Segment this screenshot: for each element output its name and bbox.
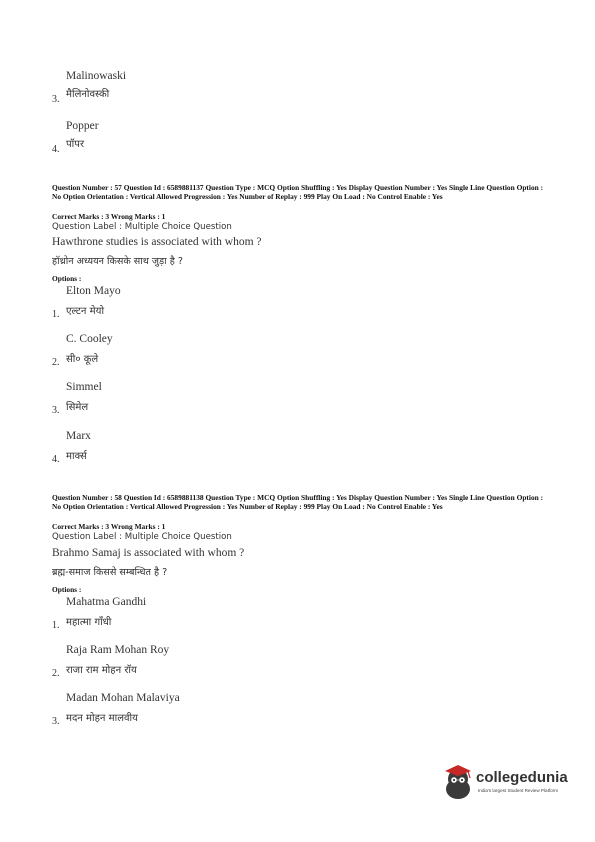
question-text-hi: हॉथ्रोन अध्ययन किसके साथ जुड़ा है ? — [52, 256, 183, 267]
option-text-en: Simmel — [66, 381, 102, 393]
option-text-hi: राजा राम मोहन रॉय — [66, 665, 137, 676]
option-text-hi: मदन मोहन मालवीय — [66, 713, 138, 724]
option-text-hi: सिमेल — [66, 402, 89, 413]
options-label: Options : — [52, 585, 82, 594]
graduate-mascot-icon — [441, 762, 475, 800]
option-text-en: Elton Mayo — [66, 285, 121, 297]
question-meta: Question Number : 58 Question Id : 6589881138 Question Type : MCQ Option Shuffling : Yes Display Question Number : Yes Single Line Question Option : No Option Orientation : Vertical Allowed Progression : Yes Number of Replay : 999 Play On Load : No Control Enable : Yes — [52, 493, 544, 511]
option-text-en: C. Cooley — [66, 333, 113, 345]
logo-wordmark: collegedunia — [476, 769, 568, 786]
question-text-en: Hawthrone studies is associated with whom ? — [52, 236, 262, 248]
option-text-hi: एल्टन मेयो — [66, 306, 105, 317]
option-number: 1. — [52, 309, 60, 320]
option-text-en: Raja Ram Mohan Roy — [66, 644, 170, 656]
question-label: Question Label : Multiple Choice Question — [52, 532, 232, 542]
option-text-en: Marx — [66, 430, 91, 442]
option-text-hi: पॉपर — [66, 139, 85, 150]
question-label: Question Label : Multiple Choice Question — [52, 222, 232, 232]
option-text-en: Popper — [66, 120, 99, 132]
options-label: Options : — [52, 274, 82, 283]
option-number: 2. — [52, 357, 60, 368]
option-number: 4. — [52, 144, 60, 155]
option-text-hi: सी० कूले — [66, 354, 99, 365]
option-text-en: Madan Mohan Malaviya — [66, 692, 180, 704]
option-number: 1. — [52, 620, 60, 631]
option-number: 2. — [52, 668, 60, 679]
logo-tagline: India's largest Student Review Platform — [478, 788, 559, 793]
marks-line: Correct Marks : 3 Wrong Marks : 1 — [52, 522, 166, 531]
question-text-hi: ब्रह्म-समाज किससे सम्बन्धित है ? — [52, 567, 168, 578]
collegedunia-logo — [441, 762, 586, 802]
marks-line: Correct Marks : 3 Wrong Marks : 1 — [52, 212, 166, 221]
option-text-hi: मार्क्स — [66, 451, 87, 462]
option-number: 3. — [52, 94, 60, 105]
option-number: 4. — [52, 454, 60, 465]
option-text-en: Mahatma Gandhi — [66, 596, 147, 608]
option-number: 3. — [52, 716, 60, 727]
option-text-hi: मैलिनोवस्की — [66, 89, 110, 100]
question-text-en: Brahmo Samaj is associated with whom ? — [52, 547, 245, 559]
option-text-en: Malinowaski — [66, 70, 127, 82]
question-meta: Question Number : 57 Question Id : 6589881137 Question Type : MCQ Option Shuffling : Yes Display Question Number : Yes Single Line Question Option : No Option Orientation : Vertical Allowed Progression : Yes Number of Replay : 999 Play On Load : No Control Enable : Yes — [52, 183, 544, 201]
option-number: 3. — [52, 405, 60, 416]
option-text-hi: महात्मा गाँधी — [66, 617, 112, 628]
